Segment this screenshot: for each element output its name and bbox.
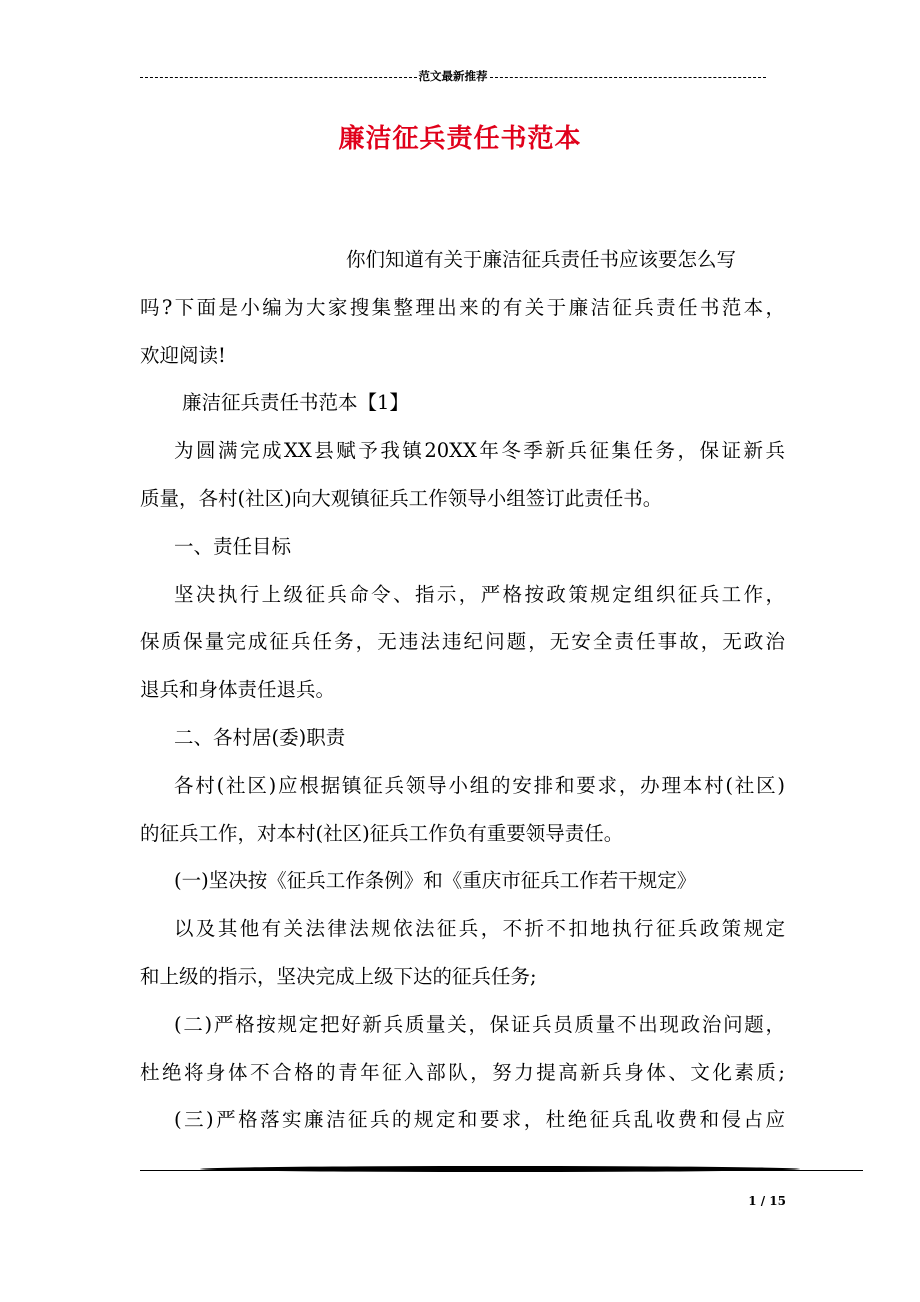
header-label: 范文最新推荐 [418,69,488,83]
text-line: 吗?下面是小编为大家搜集整理出来的有关于廉洁征兵责任书范本， [140,295,785,319]
text-line: 质量，各村(社区)向大观镇征兵工作领导小组签订此责任书。 [140,486,663,510]
section-heading: 二、各村居(委)职责 [174,725,346,749]
text-line: 杜绝将身体不合格的青年征入部队，努力提高新兵身体、文化素质; [140,1060,785,1084]
text-line: 坚决执行上级征兵命令、指示，严格按政策规定组织征兵工作， [174,582,785,606]
text-line: 保质保量完成征兵任务，无违法违纪问题，无安全责任事故，无政治 [140,630,785,654]
text-line: 退兵和身体责任退兵。 [140,678,336,702]
text-line: (一)坚决按《征兵工作条例》和《重庆市征兵工作若干规定》 [174,869,697,893]
page-number: 1 / 15 [748,1194,786,1208]
text-line: (三)严格落实廉洁征兵的规定和要求，杜绝征兵乱收费和侵占应 [174,1108,785,1132]
text-line: 为圆满完成XX县赋予我镇20XX年冬季新兵征集任务，保证新兵 [174,439,785,463]
text-line: 的征兵工作，对本村(社区)征兵工作负有重要领导责任。 [140,821,624,845]
text-line: 和上级的指示，坚决完成上级下达的征兵任务; [140,964,537,988]
document-title: 廉洁征兵责任书范本 [338,124,582,154]
text-line: 以及其他有关法律法规依法征兵，不折不扣地执行征兵政策规定 [174,917,785,941]
header-dashes-right [490,77,767,78]
page-header [140,66,766,86]
text-line: 欢迎阅读! [140,343,226,367]
text-line: 你们知道有关于廉洁征兵责任书应该要怎么写 [346,248,737,271]
header-dashes-left [140,77,417,78]
section-heading: 一、责任目标 [174,534,292,558]
section-heading: 廉洁征兵责任书范本【1】 [182,391,409,415]
document-body [140,236,785,1144]
text-line: 各村(社区)应根据镇征兵领导小组的安排和要求，办理本村(社区) [174,773,785,797]
text-line: (二)严格按规定把好新兵质量关，保证兵员质量不出现政治问题， [174,1012,785,1036]
footer-rule-accent [200,1166,800,1172]
